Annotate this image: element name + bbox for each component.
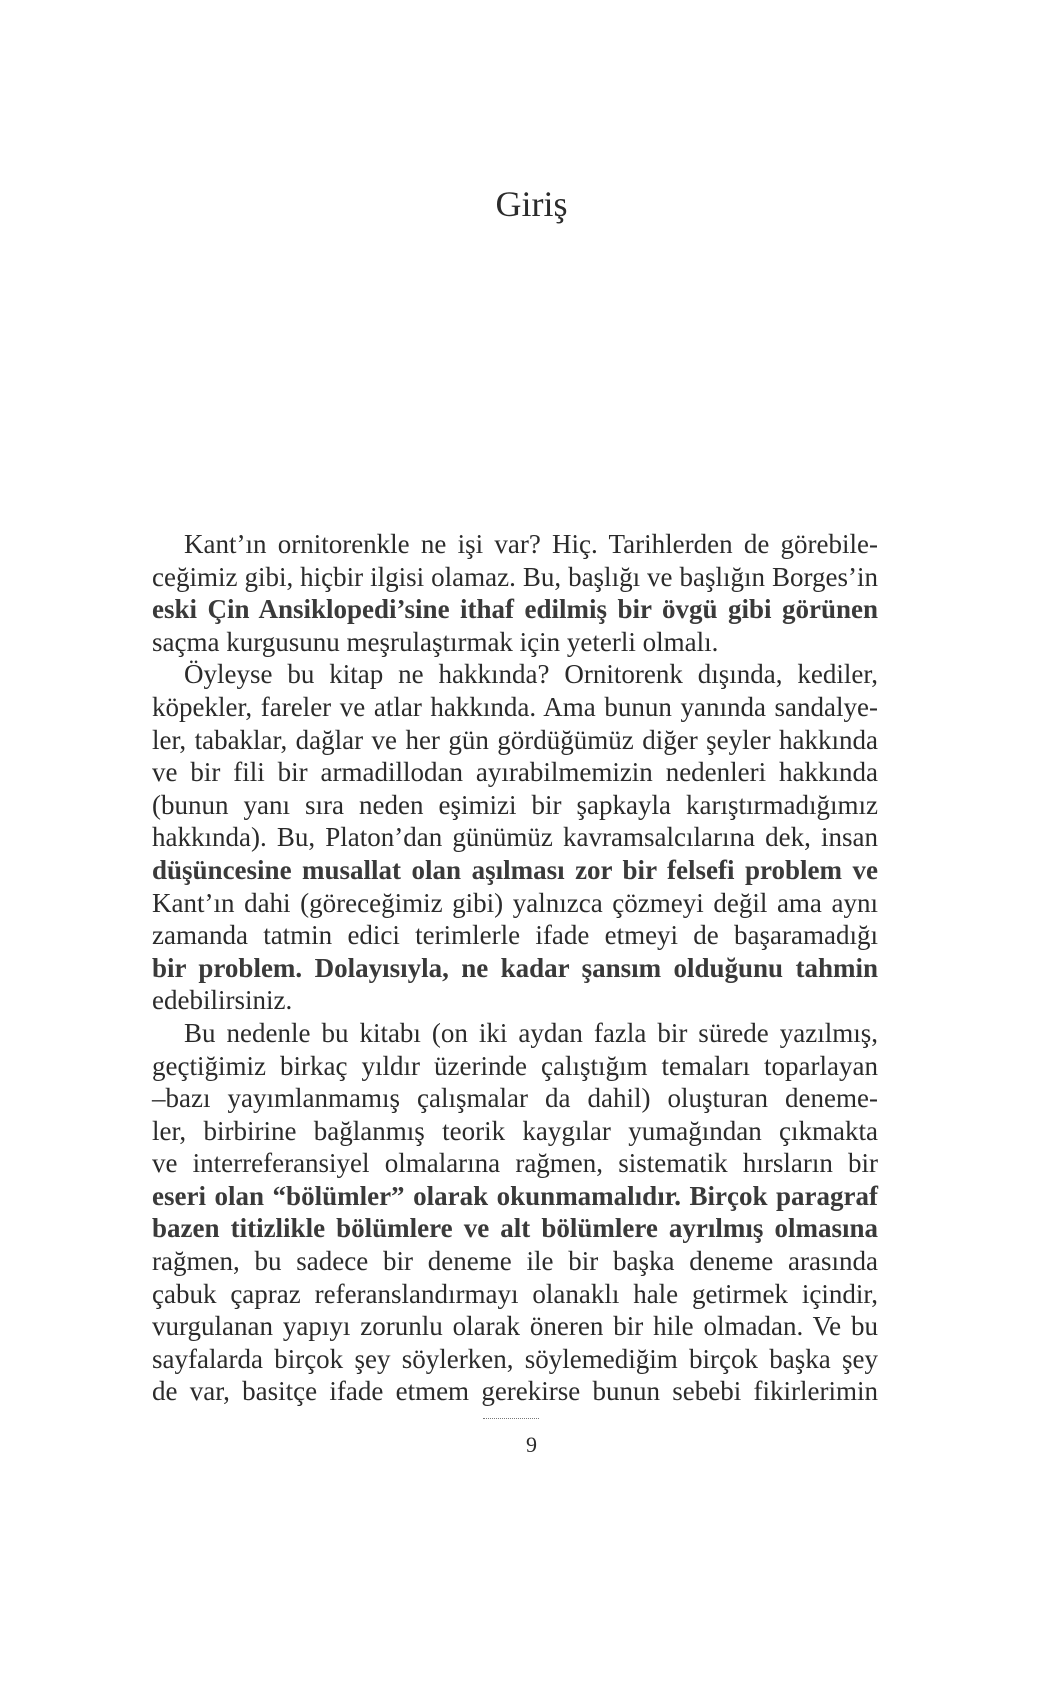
text-line: Kant’ın ornitorenkle ne işi var? Hiç. Tarihlerden de görebile- <box>184 529 878 559</box>
text-line: sayfalarda birçok şey söylerken, söylemediğim birçok başka şey <box>152 1343 878 1374</box>
text-line: bazen titizlikle bölümlere ve alt bölümlere ayrılmış olmasına <box>152 1213 878 1244</box>
footer-dotted-rule <box>483 1418 539 1419</box>
text-line: geçtiğimiz birkaç yıldır üzerinde çalıştığım temaları toparlayan <box>152 1050 878 1081</box>
text-line: rağmen, bu sadece bir deneme ile bir başka deneme arasında <box>152 1246 878 1277</box>
text-line: vurgulanan yapıyı zorunlu olarak öneren bir hile olmadan. Ve bu <box>152 1311 878 1342</box>
text-line: ve interreferansiyel olmalarına rağmen, sistematik hırsların bir <box>152 1148 878 1179</box>
body-text <box>152 528 878 1408</box>
text-line: eseri olan “bölümler” olarak okunmamalıdır. Birçok paragraf <box>152 1180 878 1211</box>
text-line: ceğimiz gibi, hiçbir ilgisi olamaz. Bu, başlığı ve başlığın Borges’in <box>152 561 878 592</box>
text-line: de var, basitçe ifade etmem gerekirse bunun sebebi fikirlerimin <box>152 1376 878 1407</box>
text-line: zamanda tatmin edici terimlerle ifade etmeyi de başaramadığı <box>152 920 878 951</box>
text-line: çabuk çapraz referanslandırmayı olanaklı hale getirmek içindir, <box>152 1278 878 1309</box>
text-line: hakkında). Bu, Platon’dan günümüz kavramsalcılarına dek, insan <box>152 822 878 853</box>
text-line: bir problem. Dolayısıyla, ne kadar şansım olduğunu tahmin <box>152 952 878 983</box>
text-line: ve bir fili bir armadillodan ayırabilmemizin nedenleri hakkında <box>152 757 878 788</box>
text-line: edebilirsiniz. <box>152 985 293 1016</box>
page-number: 9 <box>526 1432 537 1457</box>
text-line: düşüncesine musallat olan aşılması zor bir felsefi problem ve <box>152 854 878 885</box>
chapter-title: Giriş <box>495 184 568 224</box>
text-line: –bazı yayımlanmamış çalışmalar da dahil) oluşturan deneme- <box>152 1083 878 1114</box>
text-line: (bunun yanı sıra neden eşimizi bir şapkayla karıştırmadığımız <box>152 789 878 820</box>
text-line: Kant’ın dahi (göreceğimiz gibi) yalnızca çözmeyi değil ama aynı <box>152 887 878 918</box>
text-line: ler, tabaklar, dağlar ve her gün gördüğümüz diğer şeyler hakkında <box>152 724 878 755</box>
text-line: köpekler, fareler ve atlar hakkında. Ama bunun yanında sandalye- <box>152 691 878 722</box>
text-line: ler, birbirine bağlanmış teorik kaygılar yumağından çıkmakta <box>152 1115 878 1146</box>
text-line: Bu nedenle bu kitabı (on iki aydan fazla bir sürede yazılmış, <box>184 1017 878 1048</box>
text-line: saçma kurgusunu meşrulaştırmak için yeterli olmalı. <box>152 626 719 657</box>
text-line: eski Çin Ansiklopedi’sine ithaf edilmiş bir övgü gibi görünen <box>152 594 878 625</box>
text-line: Öyleyse bu kitap ne hakkında? Ornitorenk dışında, kediler, <box>184 659 878 690</box>
